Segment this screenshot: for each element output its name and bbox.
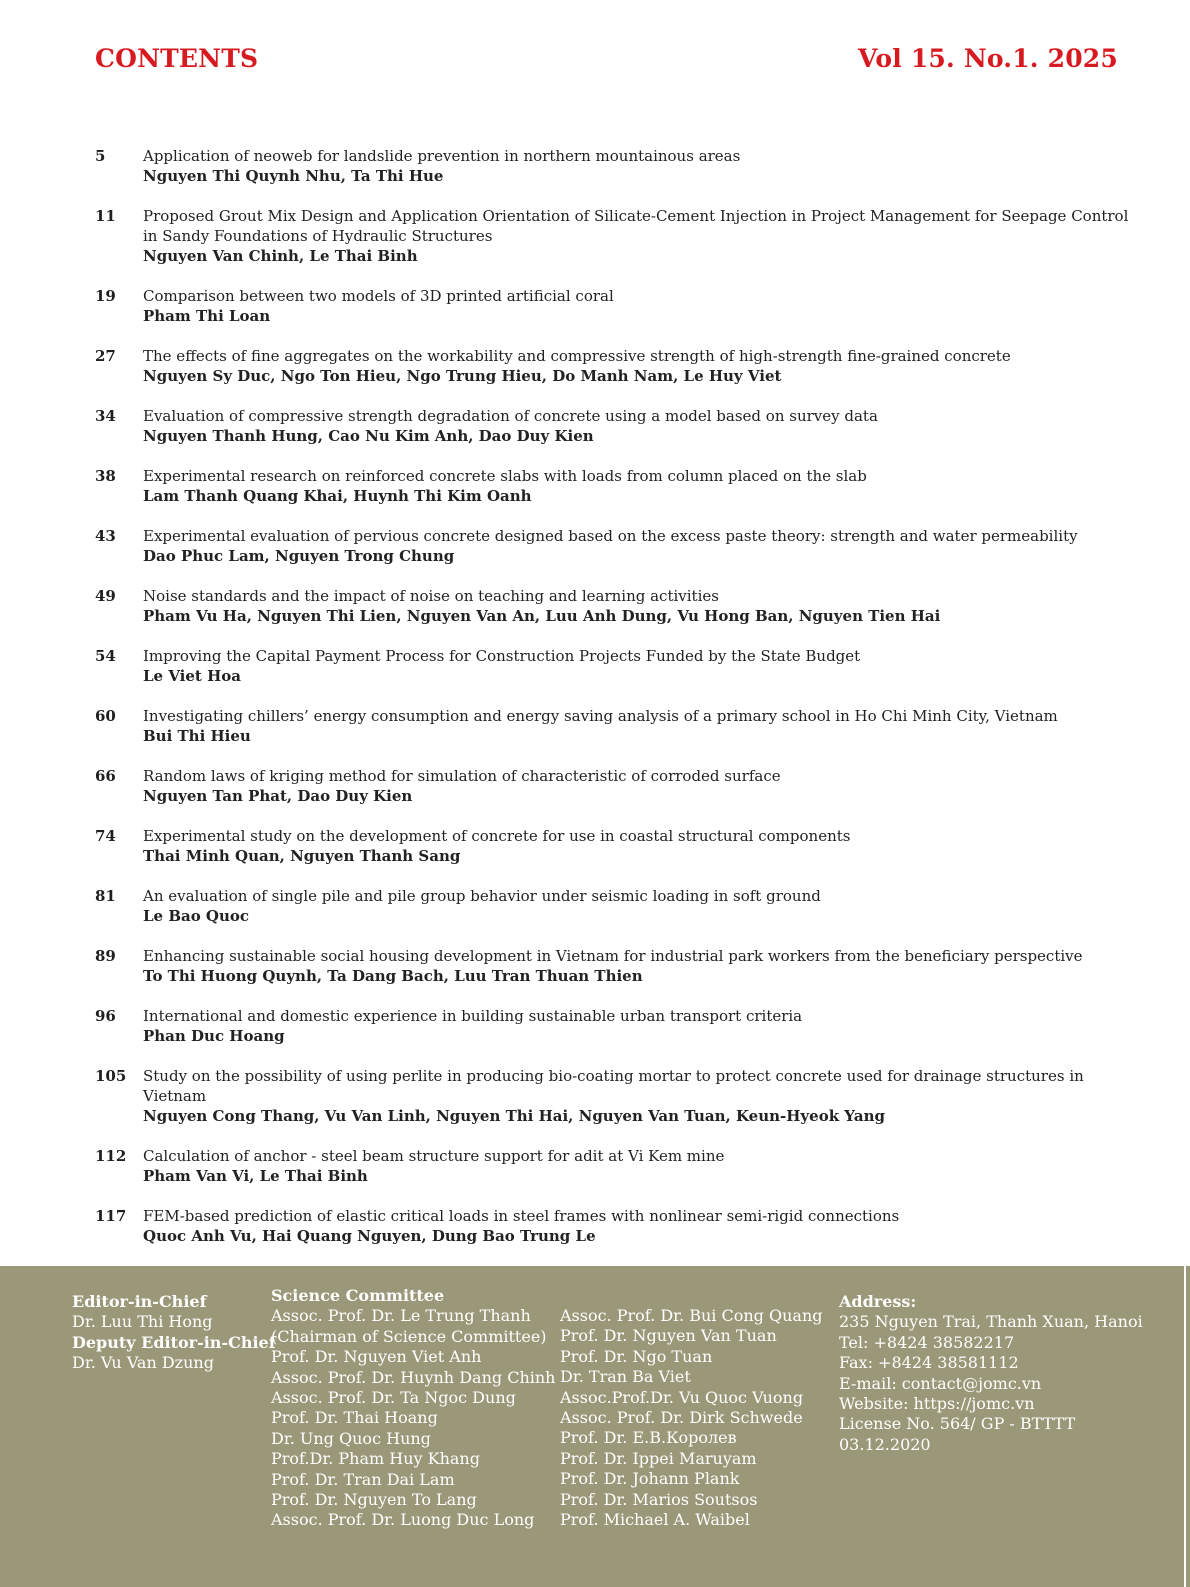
committee-member: (Chairman of Science Committee) (271, 1326, 547, 1346)
toc-entry (95, 586, 1130, 626)
committee-member: Prof. Dr. Nguyen Van Tuan (560, 1326, 777, 1346)
toc-article-title: Experimental evaluation of pervious concrete designed based on the excess paste theory: strength and water permeability (143, 527, 1078, 545)
toc-article-title: Enhancing sustainable social housing development in Vietnam for industrial park workers from the beneficiary perspective (143, 947, 1083, 965)
address-line: License No. 564/ GP - BTTTT (839, 1414, 1076, 1434)
toc-page-number: 49 (95, 587, 116, 605)
toc-entry (95, 706, 1130, 746)
toc-entry-body (143, 1146, 1130, 1186)
toc-article-title: Experimental research on reinforced concrete slabs with loads from column placed on the slab (143, 467, 867, 485)
toc-entry (95, 1206, 1130, 1246)
toc-article-title: The effects of fine aggregates on the workability and compressive strength of high-strength fine-grained concrete (143, 347, 1011, 365)
toc-page-number: 112 (95, 1147, 127, 1165)
toc-article-authors: Nguyen Thi Quynh Nhu, Ta Thi Hue (143, 167, 444, 185)
editor-name: Dr. Luu Thi Hong (72, 1312, 213, 1332)
toc-entry (95, 1006, 1130, 1046)
toc-article-authors: Nguyen Tan Phat, Dao Duy Kien (143, 787, 413, 805)
address-line: 235 Nguyen Trai, Thanh Xuan, Hanoi (839, 1312, 1143, 1332)
toc-entry (95, 766, 1130, 806)
toc-entry (95, 826, 1130, 866)
toc-article-authors: Lam Thanh Quang Khai, Huynh Thi Kim Oanh (143, 487, 532, 505)
address-line: 03.12.2020 (839, 1434, 931, 1454)
toc-entry-body (143, 946, 1130, 986)
toc-entry (95, 406, 1130, 446)
toc-page-number: 96 (95, 1007, 116, 1025)
toc-entry-body (143, 466, 1130, 506)
committee-member: Dr. Tran Ba Viet (560, 1367, 691, 1387)
toc-entry (95, 1146, 1130, 1186)
editor-column (72, 1292, 276, 1374)
contents-title: CONTENTS (95, 44, 259, 73)
committee-label: Science Committee (271, 1286, 445, 1305)
toc-article-title: Random laws of kriging method for simulation of characteristic of corroded surface (143, 767, 781, 785)
toc-page-number: 11 (95, 207, 116, 225)
toc-entry (95, 346, 1130, 386)
toc-page-number: 5 (95, 147, 106, 165)
committee-member: Assoc. Prof. Dr. Ta Ngoc Dung (271, 1388, 516, 1408)
committee-member: Prof. Dr. Johann Plank (560, 1469, 740, 1489)
volume-label: Vol 15. No.1. 2025 (858, 44, 1118, 73)
address-line: Tel: +8424 38582217 (839, 1332, 1015, 1352)
committee-member: Prof. Dr. Nguyen To Lang (271, 1490, 477, 1510)
page-header (95, 44, 1118, 73)
toc-entry (95, 466, 1130, 506)
toc-article-authors: Nguyen Van Chinh, Le Thai Binh (143, 247, 418, 265)
address-line: E-mail: contact@jomc.vn (839, 1373, 1042, 1393)
toc-article-authors: Pham Van Vi, Le Thai Binh (143, 1167, 368, 1185)
committee-member: Dr. Ung Quoc Hung (271, 1428, 431, 1448)
toc-entry-body (143, 346, 1130, 386)
toc-entry (95, 646, 1130, 686)
committee-member: Prof. Dr. Ngo Tuan (560, 1346, 713, 1366)
toc-article-title: Study on the possibility of using perlite in producing bio-coating mortar to protect concrete used for drainage structures in Vietnam (143, 1067, 1084, 1105)
committee-member: Prof. Dr. E.B.Королев (560, 1428, 737, 1448)
committee-member: Assoc. Prof. Dr. Huynh Dang Chinh (271, 1367, 556, 1387)
toc-entry-body (143, 766, 1130, 806)
toc-article-authors: Pham Vu Ha, Nguyen Thi Lien, Nguyen Van An, Luu Anh Dung, Vu Hong Ban, Nguyen Tien Hai (143, 607, 941, 625)
toc-entry (95, 286, 1130, 326)
toc-entry-body (143, 646, 1130, 686)
toc-article-title: Comparison between two models of 3D printed artificial coral (143, 287, 614, 305)
toc-article-title: FEM-based prediction of elastic critical loads in steel frames with nonlinear semi-rigid connections (143, 1207, 900, 1225)
toc-article-authors: Le Bao Quoc (143, 907, 250, 925)
toc-entry (95, 206, 1130, 266)
toc-entry-body (143, 826, 1130, 866)
toc-entry (95, 146, 1130, 186)
toc-entry-body (143, 706, 1130, 746)
committee-column-1 (271, 1286, 555, 1531)
toc-article-authors: Nguyen Cong Thang, Vu Van Linh, Nguyen Thi Hai, Nguyen Van Tuan, Keun-Hyeok Yang (143, 1107, 885, 1125)
editorial-footer (0, 1266, 1190, 1587)
committee-member: Prof. Dr. Nguyen Viet Anh (271, 1347, 482, 1367)
toc-article-authors: Phan Duc Hoang (143, 1027, 285, 1045)
committee-member: Prof. Dr. Marios Soutsos (560, 1489, 758, 1509)
toc-article-title: Proposed Grout Mix Design and Application Orientation of Silicate-Cement Injection in Project Management for Seepage Control in Sandy Foundations of Hydraulic Structures (143, 207, 1129, 245)
committee-member: Assoc. Prof. Dr. Bui Cong Quang (560, 1306, 823, 1325)
toc-entry-body (143, 1206, 1130, 1246)
address-column (839, 1292, 1143, 1455)
toc-article-title: An evaluation of single pile and pile group behavior under seismic loading in soft ground (143, 887, 821, 905)
toc-page-number: 43 (95, 527, 116, 545)
toc-page-number: 27 (95, 347, 116, 365)
toc-entry-body (143, 886, 1130, 926)
toc-article-title: Calculation of anchor - steel beam structure support for adit at Vi Kem mine (143, 1147, 725, 1165)
table-of-contents (95, 146, 1130, 1266)
toc-page-number: 117 (95, 1207, 127, 1225)
committee-member: Assoc. Prof. Dr. Luong Duc Long (271, 1510, 535, 1530)
toc-page-number: 38 (95, 467, 116, 485)
toc-page-number: 105 (95, 1067, 127, 1085)
deputy-editor-label: Deputy Editor-in-Chief (72, 1332, 276, 1352)
toc-entry-body (143, 1066, 1130, 1126)
toc-page-number: 66 (95, 767, 116, 785)
address-line: Website: https://jomc.vn (839, 1394, 1035, 1414)
toc-entry (95, 526, 1130, 566)
committee-member: Prof. Michael A. Waibel (560, 1510, 750, 1530)
toc-article-authors: Nguyen Thanh Hung, Cao Nu Kim Anh, Dao Duy Kien (143, 427, 594, 445)
committee-member: Assoc. Prof. Dr. Dirk Schwede (560, 1408, 803, 1428)
toc-page-number: 54 (95, 647, 116, 665)
toc-entry-body (143, 1006, 1130, 1046)
committee-column-2 (560, 1306, 822, 1530)
deputy-editor-name: Dr. Vu Van Dzung (72, 1353, 214, 1373)
committee-member: Prof. Dr. Tran Dai Lam (271, 1469, 455, 1489)
toc-page-number: 74 (95, 827, 116, 845)
editor-label: Editor-in-Chief (72, 1292, 207, 1311)
toc-article-title: International and domestic experience in building sustainable urban transport criteria (143, 1007, 803, 1025)
toc-article-authors: Dao Phuc Lam, Nguyen Trong Chung (143, 547, 455, 565)
committee-member: Assoc. Prof. Dr. Le Trung Thanh (271, 1306, 531, 1326)
toc-article-title: Noise standards and the impact of noise on teaching and learning activities (143, 587, 719, 605)
toc-entry-body (143, 586, 1130, 626)
committee-member: Prof.Dr. Pham Huy Khang (271, 1449, 480, 1469)
toc-article-title: Experimental study on the development of concrete for use in coastal structural components (143, 827, 851, 845)
toc-article-authors: Bui Thi Hieu (143, 727, 251, 745)
toc-article-authors: Pham Thi Loan (143, 307, 271, 325)
toc-page-number: 60 (95, 707, 116, 725)
toc-page-number: 89 (95, 947, 116, 965)
toc-entry (95, 946, 1130, 986)
toc-entry (95, 886, 1130, 926)
committee-member: Prof. Dr. Thai Hoang (271, 1408, 438, 1428)
toc-article-authors: Thai Minh Quan, Nguyen Thanh Sang (143, 847, 461, 865)
toc-page-number: 81 (95, 887, 116, 905)
toc-entry-body (143, 406, 1130, 446)
toc-page-number: 19 (95, 287, 116, 305)
committee-member: Assoc.Prof.Dr. Vu Quoc Vuong (560, 1387, 804, 1407)
address-line: Fax: +8424 38581112 (839, 1353, 1019, 1373)
toc-page-number: 34 (95, 407, 116, 425)
toc-entry-body (143, 286, 1130, 326)
address-label: Address: (839, 1292, 917, 1311)
toc-article-authors: Le Viet Hoa (143, 667, 241, 685)
toc-article-title: Application of neoweb for landslide prevention in northern mountainous areas (143, 147, 741, 165)
toc-article-title: Investigating chillers’ energy consumption and energy saving analysis of a primary school in Ho Chi Minh City, Vietnam (143, 707, 1058, 725)
toc-entry (95, 1066, 1130, 1126)
toc-entry-body (143, 526, 1130, 566)
toc-article-authors: To Thi Huong Quynh, Ta Dang Bach, Luu Tran Thuan Thien (143, 967, 643, 985)
toc-article-title: Evaluation of compressive strength degradation of concrete using a model based on survey data (143, 407, 878, 425)
toc-article-authors: Quoc Anh Vu, Hai Quang Nguyen, Dung Bao Trung Le (143, 1227, 596, 1245)
committee-member: Prof. Dr. Ippei Maruyam (560, 1448, 757, 1468)
toc-entry-body (143, 146, 1130, 186)
toc-article-title: Improving the Capital Payment Process for Construction Projects Funded by the State Budget (143, 647, 861, 665)
toc-entry-body (143, 206, 1130, 266)
toc-article-authors: Nguyen Sy Duc, Ngo Ton Hieu, Ngo Trung Hieu, Do Manh Nam, Le Huy Viet (143, 367, 782, 385)
footer-edge-line (1184, 1266, 1186, 1587)
